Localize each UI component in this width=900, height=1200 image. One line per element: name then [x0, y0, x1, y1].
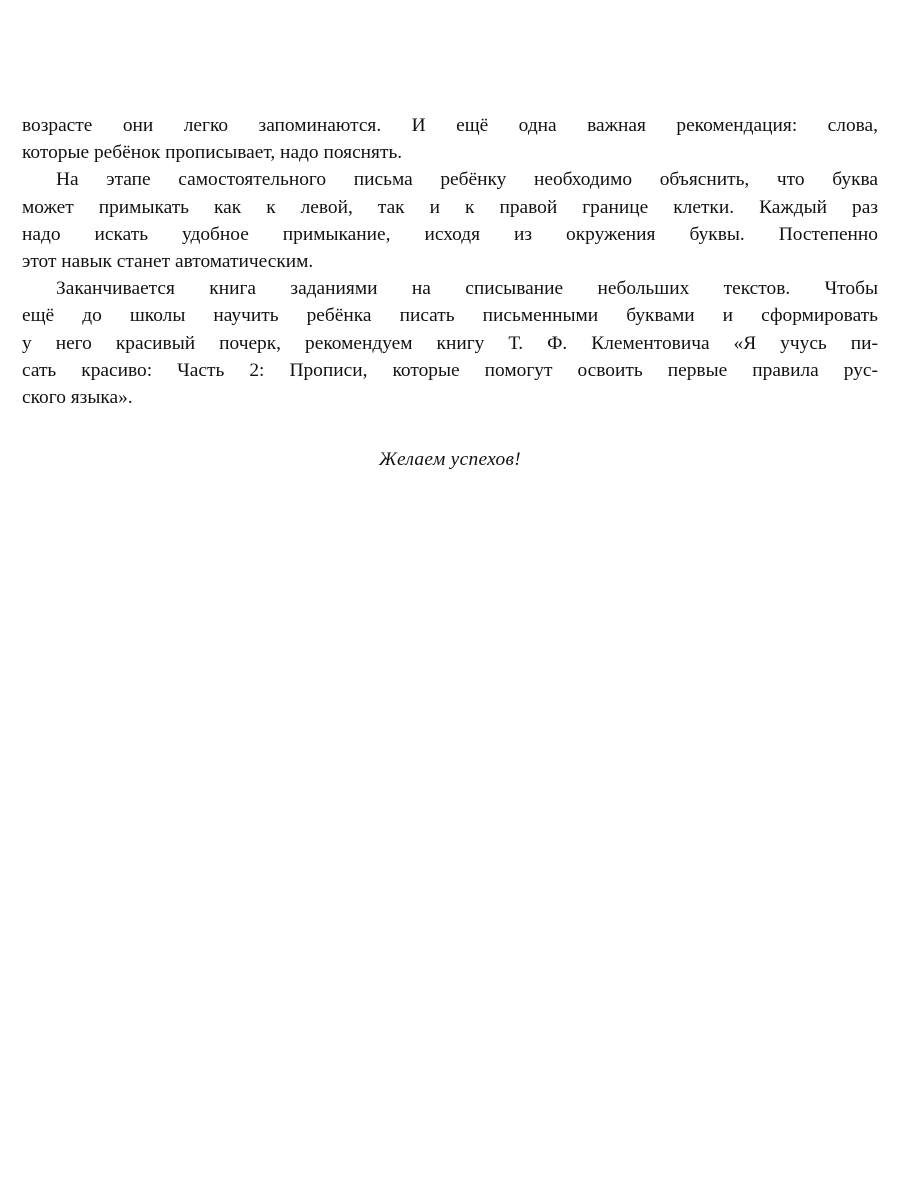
text-line: этот навык станет автоматическим.	[22, 251, 314, 273]
paragraph-2	[22, 166, 878, 275]
text-line: надо искать удобное примыкание, исходя из окружения буквы. Постепенно	[22, 223, 878, 245]
text-line: которые ребёнок прописывает, надо пояснять.	[22, 142, 403, 164]
text-line: возрасте они легко запоминаются. И ещё одна важная рекомендация: слова,	[22, 115, 878, 136]
closing-wish: Желаем успехов!	[378, 449, 522, 470]
text-line: сать красиво: Часть 2: Прописи, которые помогут освоить первые правила рус-	[22, 359, 878, 381]
text-line: Заканчивается книга заданиями на списывание небольших текстов. Чтобы	[56, 278, 878, 300]
paragraph-3	[22, 275, 878, 411]
paragraph-1	[22, 112, 878, 166]
text-line: у него красивый почерк, рекомендуем книгу Т. Ф. Клементовича «Я учусь пи-	[22, 332, 878, 354]
text-line: ещё до школы научить ребёнка писать письменными буквами и сформировать	[22, 305, 878, 327]
document-body	[22, 112, 878, 411]
text-line: На этапе самостоятельного письма ребёнку необходимо объяснить, что буква	[56, 169, 878, 191]
text-line: ского языка».	[22, 387, 133, 409]
text-line: может примыкать как к левой, так и к правой границе клетки. Каждый раз	[22, 196, 878, 218]
